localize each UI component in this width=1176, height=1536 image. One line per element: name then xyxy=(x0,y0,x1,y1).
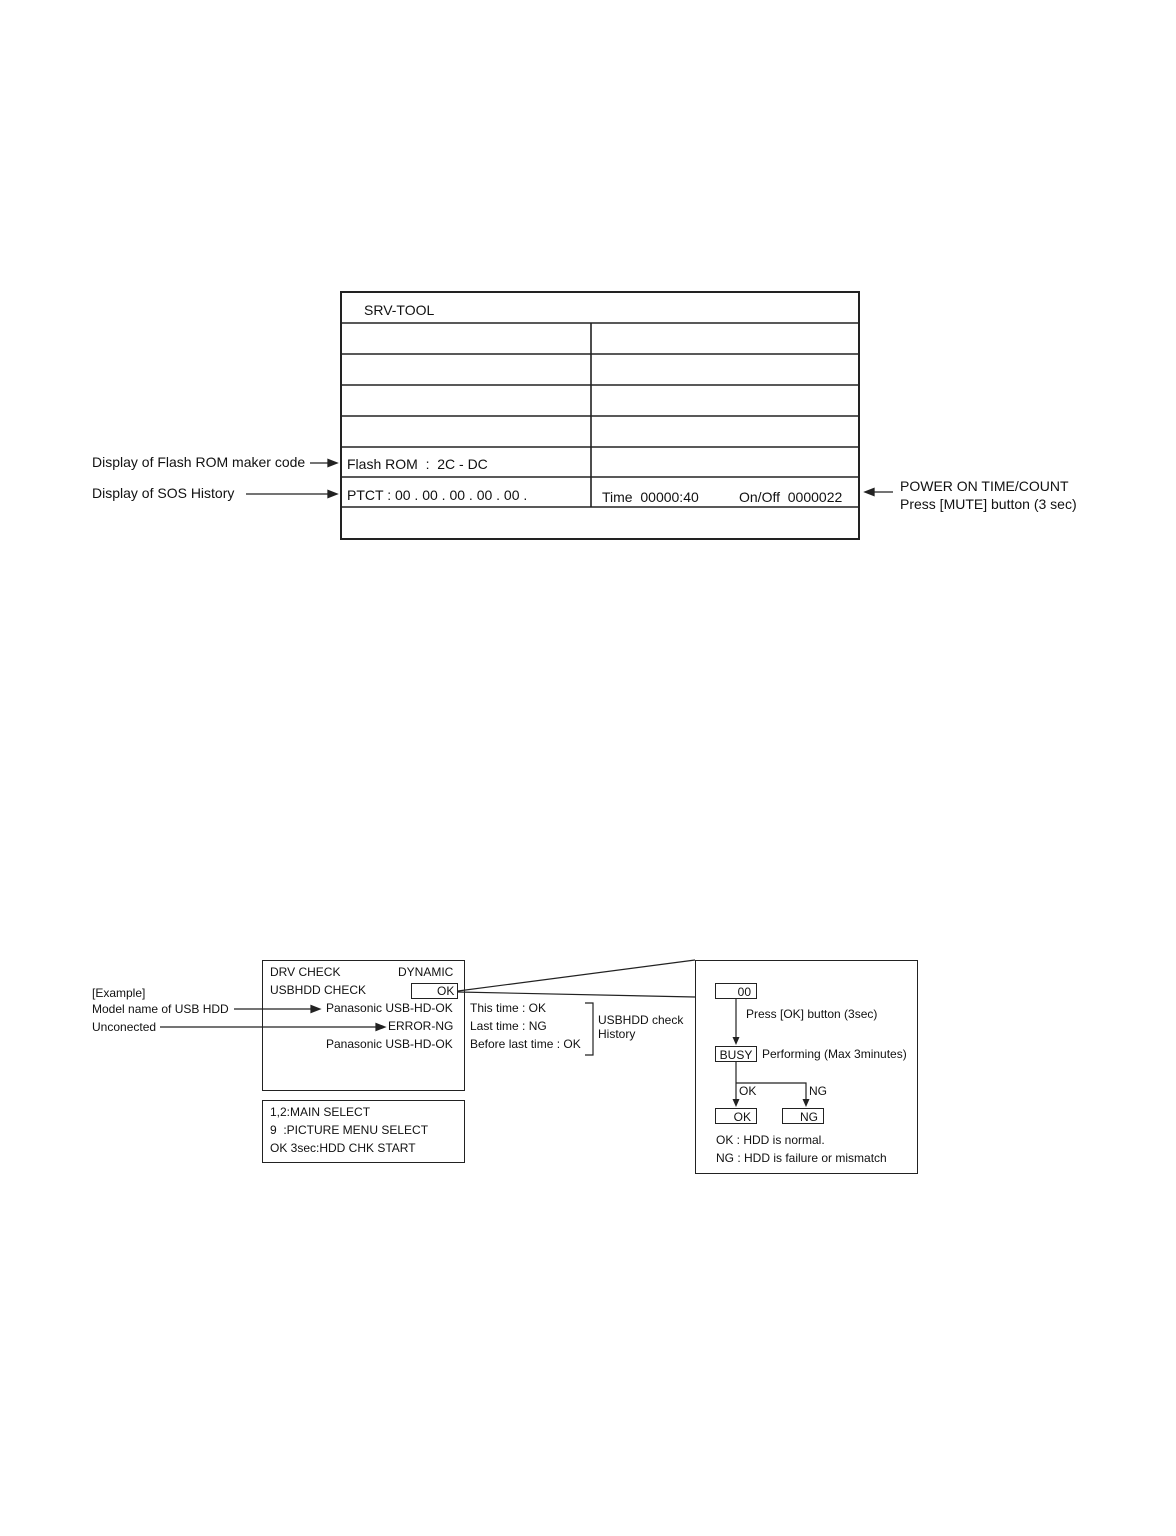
drv-check-title: DRV CHECK xyxy=(270,965,341,979)
flow-result-ng-box: NG xyxy=(782,1108,824,1124)
flow-note-ok: OK : HDD is normal. xyxy=(716,1133,825,1147)
ptct-readout: PTCT : 00 . 00 . 00 . 00 . 00 . xyxy=(347,487,528,503)
history-when-1: This time : OK xyxy=(470,1001,547,1015)
usbhdd-check-label: USBHDD CHECK xyxy=(270,983,367,997)
flow-branch-ng: NG xyxy=(809,1084,827,1098)
flow-branch-ok: OK xyxy=(739,1084,757,1098)
history-model-3: Panasonic USB-HD-OK xyxy=(326,1037,453,1051)
model-name-callout: Model name of USB HDD xyxy=(92,1002,229,1016)
flow-note-ng: NG : HDD is failure or mismatch xyxy=(716,1151,887,1165)
power-on-count: On/Off 0000022 xyxy=(739,489,843,505)
example-callout: [Example] xyxy=(92,986,146,1000)
power-on-time: Time 00000:40 xyxy=(602,489,699,505)
flow-performing: Performing (Max 3minutes) xyxy=(762,1047,907,1061)
power-on-callout-line1: POWER ON TIME/COUNT xyxy=(900,478,1069,494)
flow-start-box: 00 xyxy=(715,983,757,999)
flash-rom-callout: Display of Flash ROM maker code xyxy=(92,454,306,470)
menu-item-picture-menu: 9 :PICTURE MENU SELECT xyxy=(270,1123,429,1137)
sos-history-callout: Display of SOS History xyxy=(92,485,235,501)
flow-result-ok-box: OK xyxy=(715,1108,757,1124)
history-when-2: Last time : NG xyxy=(470,1019,547,1033)
menu-item-main-select: 1,2:MAIN SELECT xyxy=(270,1105,371,1119)
history-model-2: ERROR-NG xyxy=(388,1019,454,1033)
usbhdd-status-value: OK xyxy=(437,984,455,998)
history-model-1: Panasonic USB-HD-OK xyxy=(326,1001,453,1015)
flow-busy-box: BUSY xyxy=(715,1046,757,1062)
drv-check-mode: DYNAMIC xyxy=(398,965,454,979)
flash-rom-readout: Flash ROM : 2C - DC xyxy=(347,456,488,472)
history-when-3: Before last time : OK xyxy=(470,1037,581,1051)
menu-item-hdd-check-start: OK 3sec:HDD CHK START xyxy=(270,1141,416,1155)
srv-tool-title: SRV-TOOL xyxy=(364,302,435,318)
flow-press-instruction: Press [OK] button (3sec) xyxy=(746,1007,878,1021)
history-label-line1: USBHDD check xyxy=(598,1013,684,1027)
history-label-line2: History xyxy=(598,1027,636,1041)
unconnected-callout: Unconected xyxy=(92,1020,157,1034)
power-on-callout-line2: Press [MUTE] button (3 sec) xyxy=(900,496,1077,512)
